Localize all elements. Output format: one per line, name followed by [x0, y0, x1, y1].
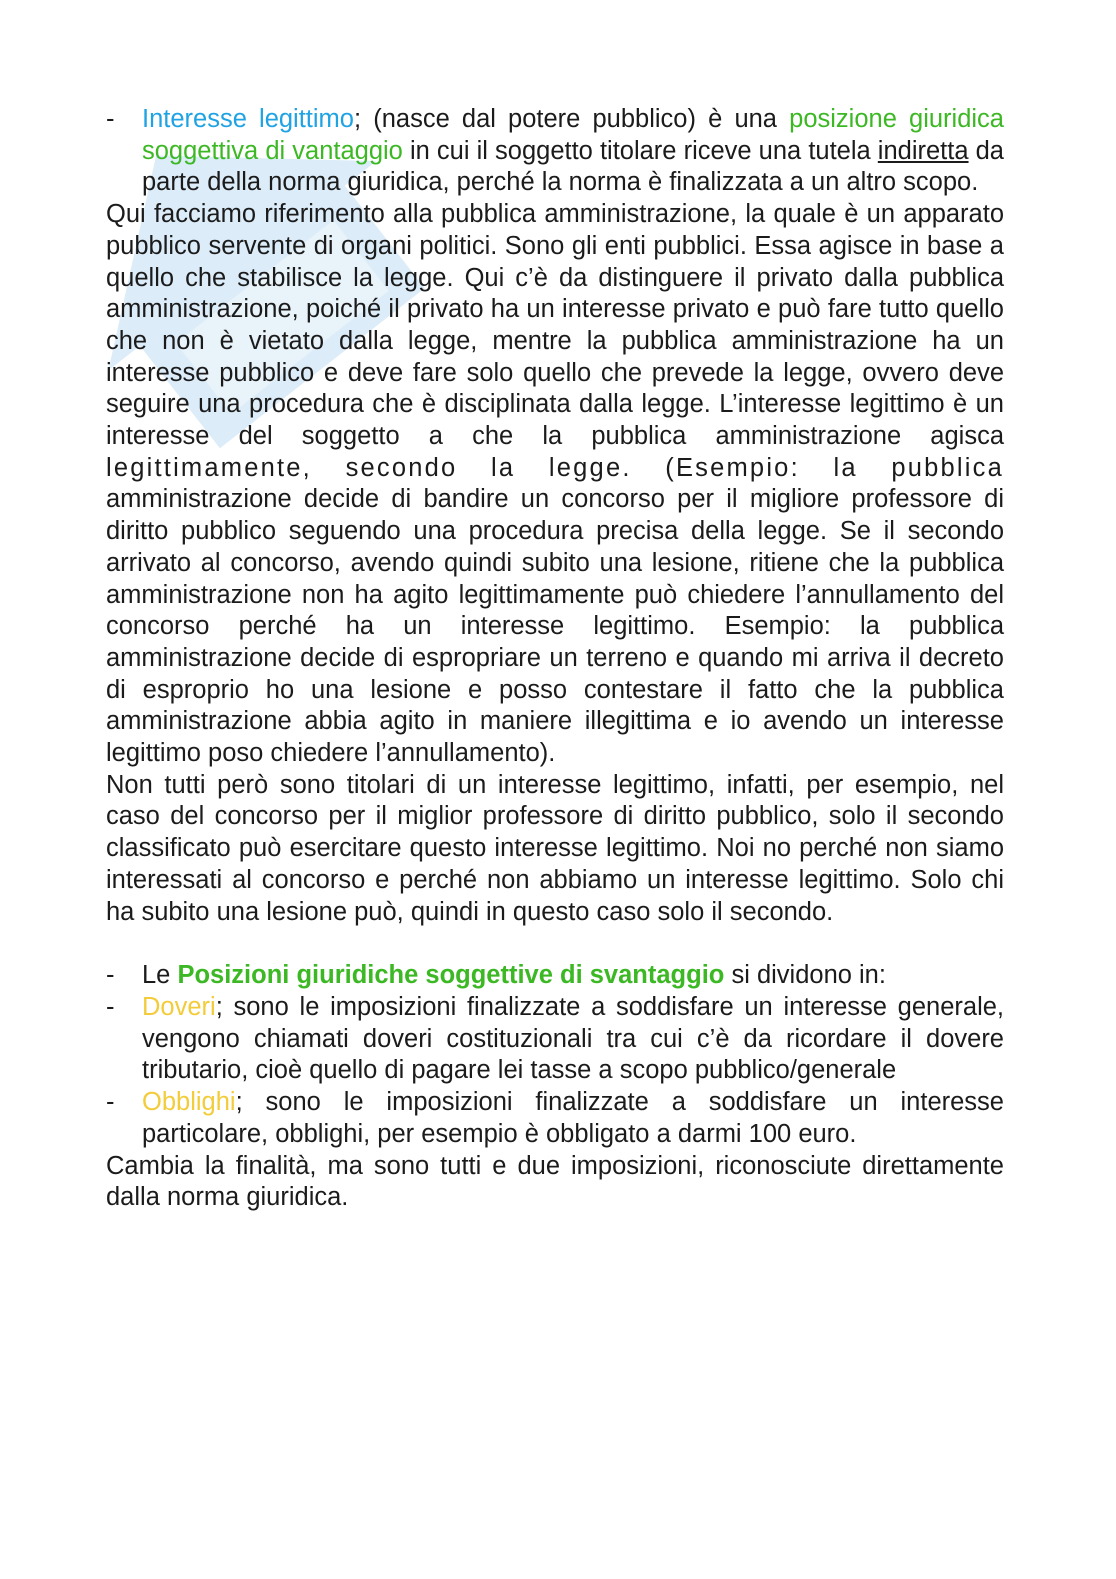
bullet-text — [142, 104, 1004, 199]
bullet-doveri — [106, 992, 1004, 1087]
text-run: in cui il soggetto titolare riceve una tutela — [402, 136, 878, 165]
term-obblighi: Obblighi — [142, 1088, 236, 1117]
text-run: ; (nasce dal potere pubblico) è una — [353, 105, 790, 133]
bullet-obblighi — [106, 1087, 1004, 1150]
highlight-svantaggio: Posizioni giuridiche soggettive di svantaggio — [177, 961, 725, 990]
text-run: Le — [142, 961, 178, 990]
text-run-spaced: legittimamente, secondo la legge. (Esempio: la pubblica — [106, 453, 1004, 482]
term-interesse-legittimo: Interesse legittimo — [142, 105, 354, 133]
text-run: Qui facciamo riferimento alla pubblica amministrazione, la quale è un apparato pubblico servente di organi politici. Sono gli enti pubblici. Essa agisce in base a quello che stabilisce la legge. Qui c’è da distinguere il privato dalla pubblica amministrazione, poiché il privato ha un interesse privato e può fare tutto quello che non è vietato dalla legge, mentre la pubblica amministrazione ha un interesse pubblico e deve fare solo quello che prevede la legge, ovvero deve seguire una procedura che è disciplinata dalla legge. L’interesse legittimo è un interesse del soggetto a che la pubblica amministrazione agisca — [106, 200, 1004, 451]
bullet-text — [142, 1087, 1004, 1150]
bullet-dash: - — [106, 1088, 115, 1117]
text-run: amministrazione decide di bandire un concorso per il migliore professore di diritto pubblico seguendo una procedura precisa della legge. Se il secondo arrivato al concorso, avendo quindi subito una lesione, ritiene che la pubblica amministrazione non ha agito legittimamente può chiedere l’annullamento del concorso perché ha un interesse legittimo. Esempio: la pubblica amministrazione decide di espropriare un terreno e quando mi arriva il decreto di esproprio ho una lesione e posso contestare il fatto che la pubblica amministrazione abbia agito in maniere illegittima e io avendo un interesse legittimo poso chiedere l’annullamento). — [106, 485, 1004, 768]
spacer — [106, 928, 1004, 960]
paragraph-titolari: Non tutti però sono titolari di un interesse legittimo, infatti, per esempio, nel caso del concorso per il miglior professore di diritto pubblico, solo il secondo classificato può esercitare questo interesse legittimo. Noi no perché non siamo interessati al concorso e perché non abbiamo un interesse legittimo. Solo chi ha subito una lesione può, quindi in questo caso solo il secondo. — [106, 770, 1004, 926]
bullet-text — [142, 960, 1004, 992]
text-run: si dividono in: — [724, 961, 886, 990]
bullet-interesse-legittimo — [106, 104, 1004, 199]
document-body — [106, 104, 1004, 1214]
bullet-dash: - — [106, 105, 115, 133]
term-doveri: Doveri — [142, 992, 216, 1021]
bullet-text — [142, 992, 1004, 1087]
paragraph-pubblica-amministrazione — [106, 199, 1004, 770]
bullet-svantaggio — [106, 960, 1004, 992]
bullet-dash: - — [106, 961, 115, 990]
underlined-indiretta: indiretta — [877, 136, 969, 165]
text-run: ; sono le imposizioni finalizzate a soddisfare un interesse generale, vengono chiamati doveri costituzionali tra cui c’è da ricordare il dovere tributario, cioè quello di pagare lei tasse a scopo pubblico/generale — [142, 992, 1004, 1085]
bullet-dash: - — [106, 992, 115, 1021]
text-run: ; sono le imposizioni finalizzate a soddisfare un interesse particolare, obblighi, per esempio è obbligato a darmi 100 euro. — [142, 1088, 1004, 1148]
text-run: da parte della norma giuridica, perché la norma è finalizzata a un altro scopo. — [142, 136, 1004, 197]
paragraph-finalita: Cambia la finalità, ma sono tutti e due imposizioni, riconosciute direttamente dalla norma giuridica. — [106, 1151, 1004, 1212]
highlight-vantaggio: posizione giuridica soggettiva di vantaggio — [142, 105, 1004, 165]
